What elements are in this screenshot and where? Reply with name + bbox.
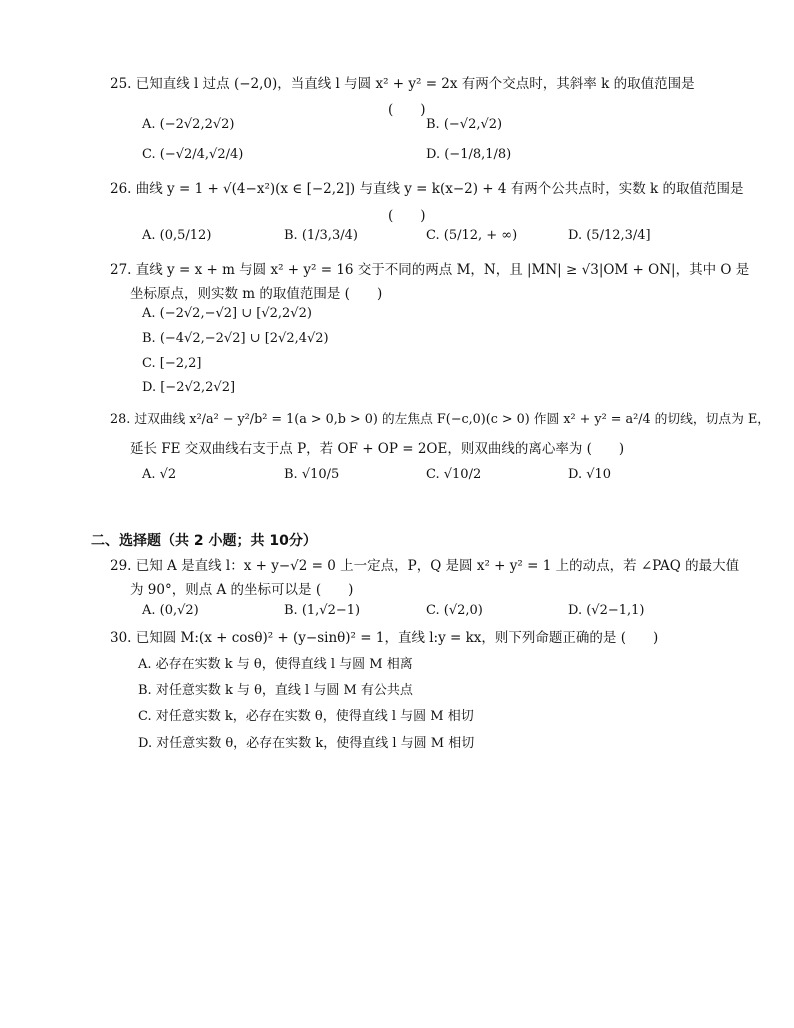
- q25-option-a: A. (−2√2,2√2): [142, 117, 235, 132]
- q29-stem: 29. 已知 A 是直线 l：x + y−√2 = 0 上一定点，P，Q 是圆 x² + y² = 1 上的动点，若 ∠PAQ 的最大值: [110, 558, 740, 574]
- q26-stem: 26. 曲线 y = 1 + √(4−x²)(x ∈ [−2,2]) 与直线 y = k(x−2) + 4 有两个公共点时，实数 k 的取值范围是: [110, 181, 744, 197]
- q28-option-a: A. √2: [142, 467, 177, 482]
- q28-stem-cont: 延长 FE 交双曲线右支于点 P，若 OF + OP = 2OE，则双曲线的离心率为 ( ): [130, 441, 625, 457]
- q29-option-d: D. (√2−1,1): [568, 603, 645, 618]
- q30-option-c: C. 对任意实数 k，必存在实数 θ，使得直线 l 与圆 M 相切: [138, 709, 474, 724]
- q25-option-c: C. (−√2/4,√2/4): [142, 147, 244, 162]
- q30-option-d: D. 对任意实数 θ，必存在实数 k，使得直线 l 与圆 M 相切: [138, 736, 475, 751]
- q26-option-a: A. (0,5/12): [142, 228, 212, 243]
- q27-stem-cont: 坐标原点，则实数 m 的取值范围是 ( ): [130, 286, 383, 302]
- section-heading: 二、选择题（共 2 小题；共 10分）: [91, 533, 317, 549]
- q25-option-d: D. (−1/8,1/8): [426, 147, 512, 162]
- q29-stem-cont: 为 90°，则点 A 的坐标可以是 ( ): [130, 582, 354, 598]
- q30-option-a: A. 必存在实数 k 与 θ，使得直线 l 与圆 M 相离: [138, 657, 413, 672]
- q27-option-c: C. [−2,2]: [142, 356, 202, 371]
- q26-answer-paren: ( ): [388, 208, 426, 224]
- q27-option-b: B. (−4√2,−2√2] ∪ [2√2,4√2): [142, 331, 329, 346]
- q26-option-b: B. (1/3,3/4): [284, 228, 358, 243]
- q30-stem: 30. 已知圆 M:(x + cosθ)² + (y−sinθ)² = 1，直线 l:y = kx，则下列命题正确的是 ( ): [110, 630, 659, 646]
- q27-option-d: D. [−2√2,2√2]: [142, 380, 236, 395]
- q25-answer-paren: ( ): [388, 102, 426, 118]
- q28-option-d: D. √10: [568, 467, 612, 482]
- q30-option-b: B. 对任意实数 k 与 θ，直线 l 与圆 M 有公共点: [138, 683, 413, 698]
- q25-option-b: B. (−√2,√2): [426, 117, 503, 132]
- q29-option-b: B. (1,√2−1): [284, 603, 361, 618]
- q29-option-a: A. (0,√2): [142, 603, 199, 618]
- q27-option-a: A. (−2√2,−√2] ∪ [√2,2√2): [142, 306, 312, 321]
- q28-option-b: B. √10/5: [284, 467, 340, 482]
- q26-option-c: C. (5/12, + ∞): [426, 228, 518, 243]
- q27-stem: 27. 直线 y = x + m 与圆 x² + y² = 16 交于不同的两点 M，N，且 |MN| ≥ √3|OM + ON|，其中 O 是: [110, 262, 750, 278]
- q29-option-c: C. (√2,0): [426, 603, 483, 618]
- q28-option-c: C. √10/2: [426, 467, 482, 482]
- q25-stem: 25. 已知直线 l 过点 (−2,0)，当直线 l 与圆 x² + y² = 2x 有两个交点时，其斜率 k 的取值范围是: [110, 76, 695, 92]
- q26-option-d: D. (5/12,3/4]: [568, 228, 651, 243]
- q28-stem: 28. 过双曲线 x²/a² − y²/b² = 1(a > 0,b > 0) 的左焦点 F(−c,0)(c > 0) 作圆 x² + y² = a²/4 的切线，切点为 E，: [110, 412, 771, 427]
